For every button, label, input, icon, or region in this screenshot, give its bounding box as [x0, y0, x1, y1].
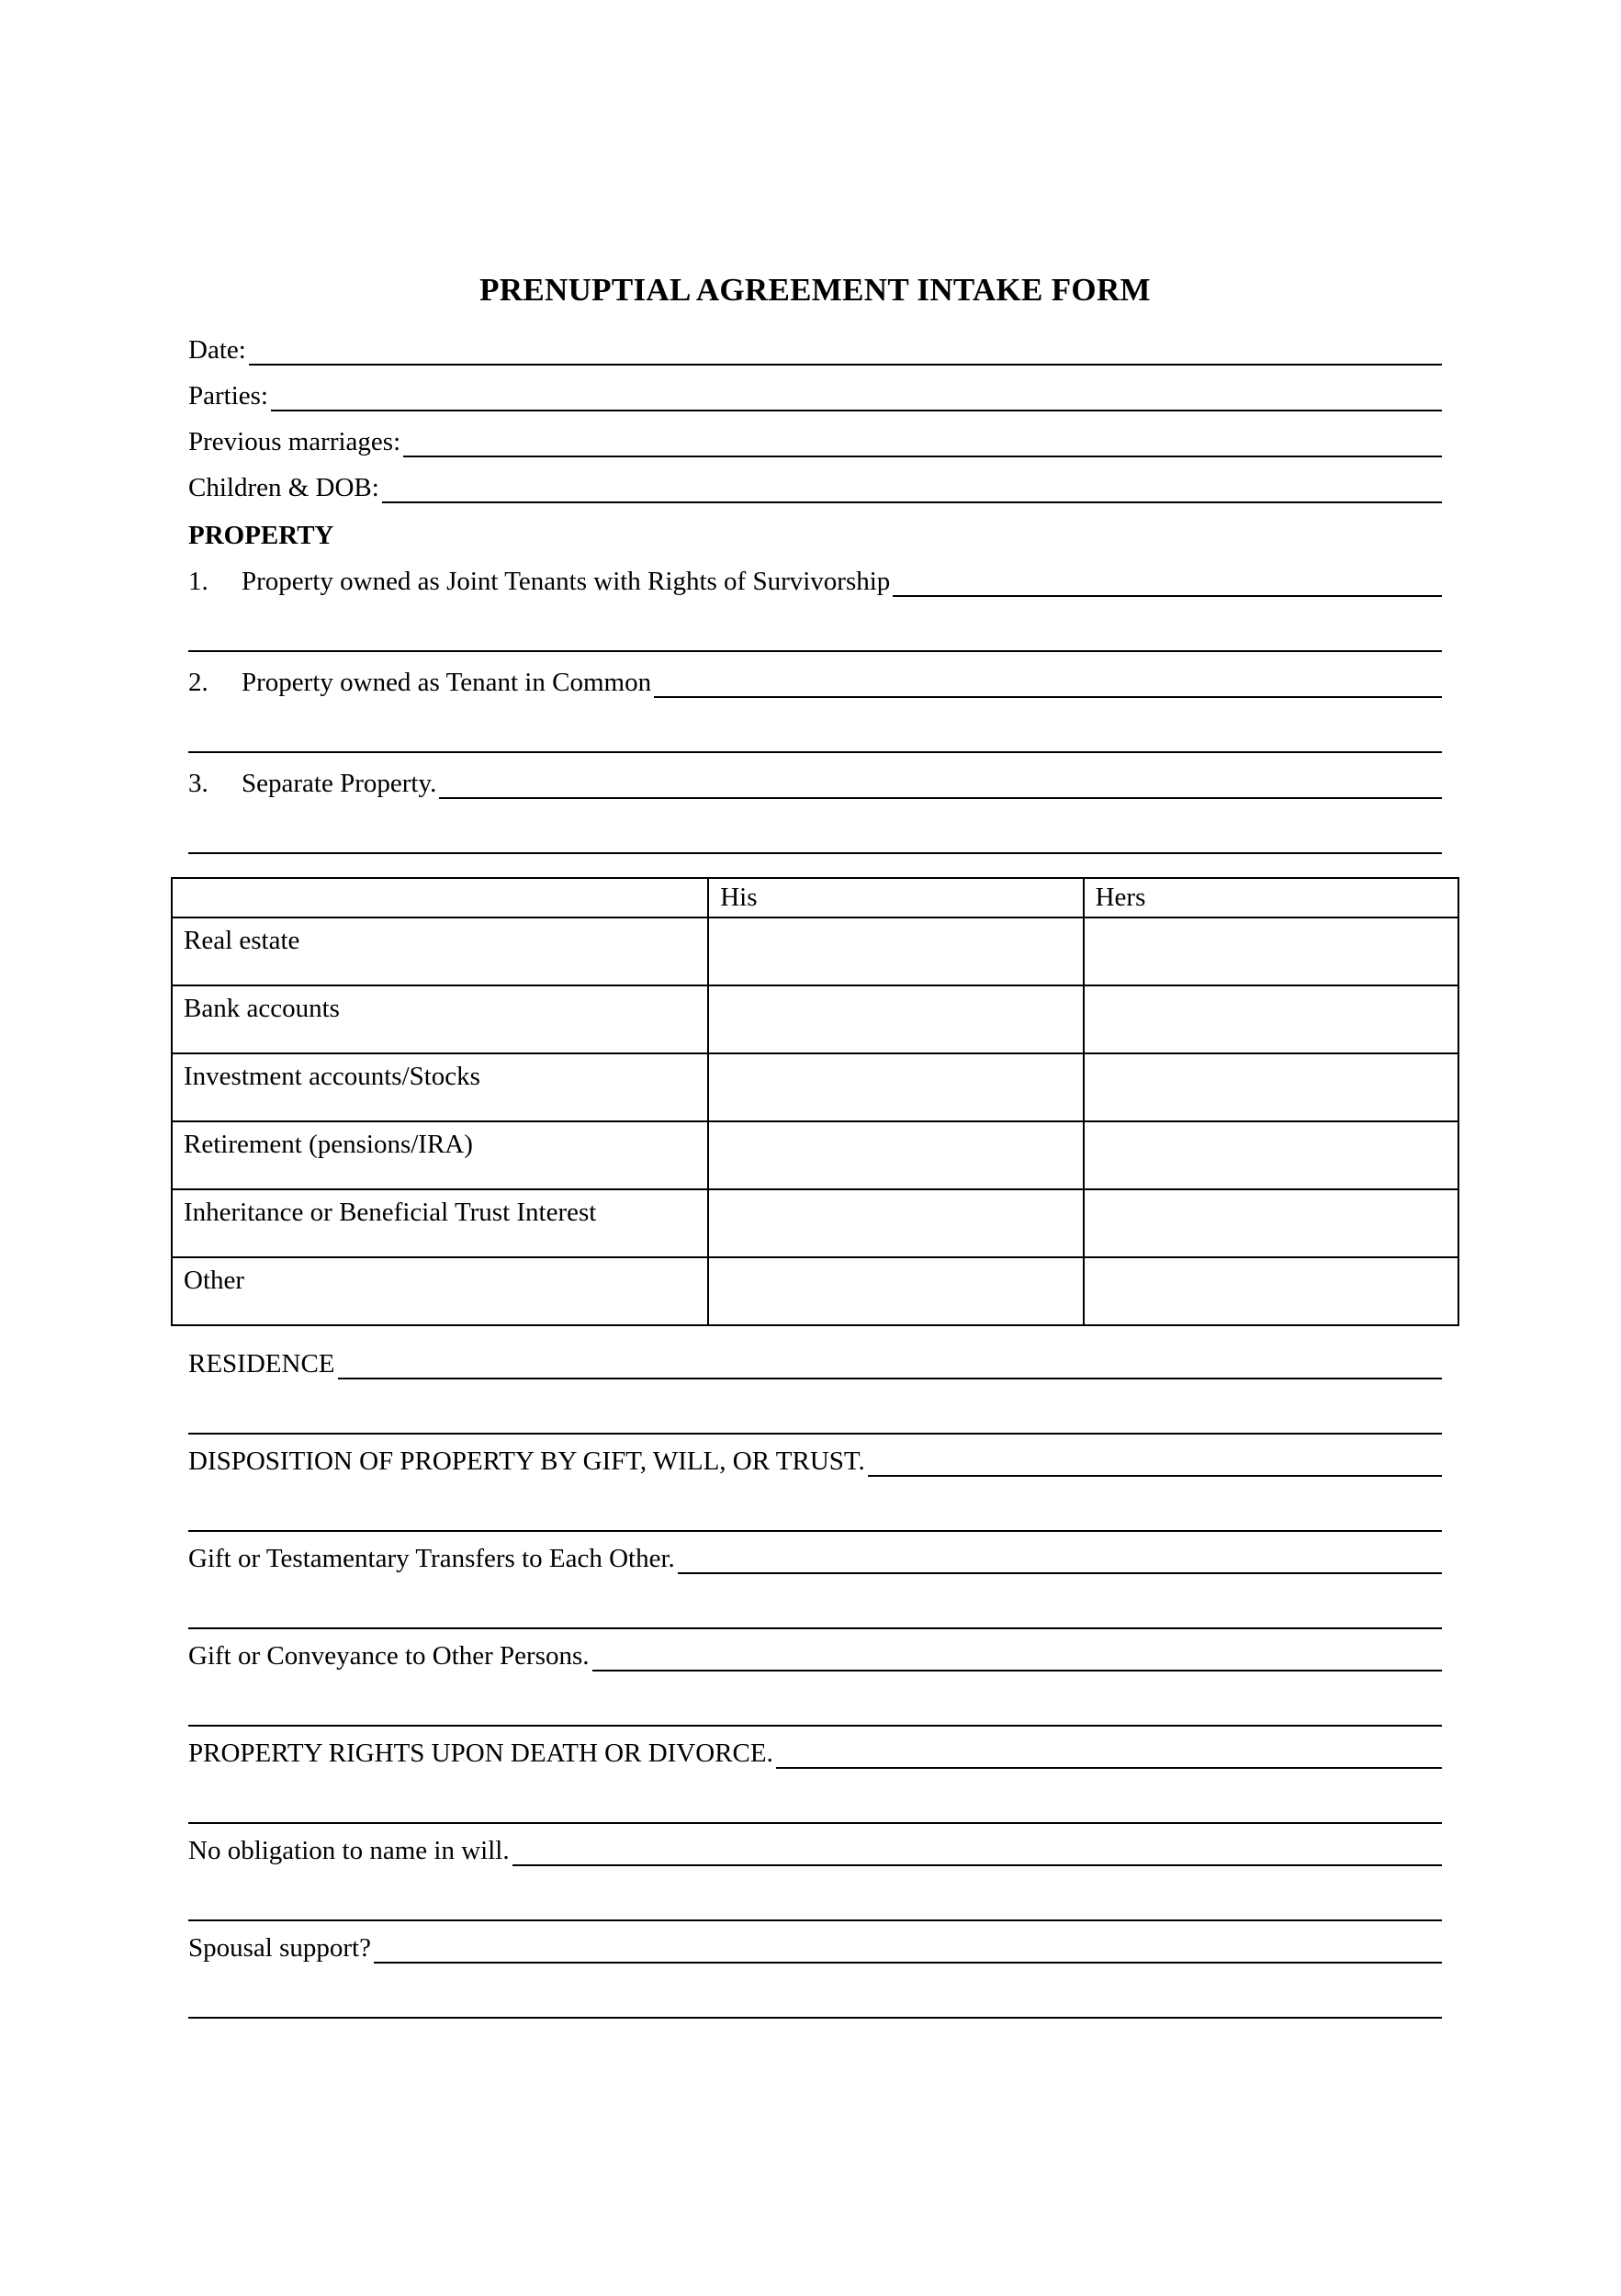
his-value-cell[interactable] [708, 985, 1083, 1053]
disposition-continuation-line[interactable] [188, 1477, 1442, 1532]
property-rights-section [188, 1727, 1442, 1824]
hers-value-cell[interactable] [1084, 1189, 1458, 1257]
page-title: PRENUPTIAL AGREEMENT INTAKE FORM [479, 272, 1151, 308]
property-section-heading: PROPERTY [188, 521, 334, 550]
his-value-cell[interactable] [708, 1121, 1083, 1189]
children-dob-label: Children & DOB: [188, 473, 379, 502]
disposition-row [188, 1435, 1442, 1477]
gift-conveyance-label: Gift or Conveyance to Other Persons. [188, 1641, 590, 1671]
gift-testamentary-continuation-line[interactable] [188, 1574, 1442, 1629]
property-item-3-number: 3. [188, 769, 208, 798]
table-row-bank-accounts [172, 985, 1458, 1053]
table-row-other [172, 1257, 1458, 1325]
lower-sections [188, 1337, 1442, 2019]
property-rights-continuation-line[interactable] [188, 1769, 1442, 1824]
property-item-2 [188, 652, 1442, 753]
property-item-3-continuation-line[interactable] [188, 799, 1442, 854]
no-obligation-row [188, 1824, 1442, 1866]
residence-row [188, 1337, 1442, 1379]
parties-fill-line[interactable] [271, 410, 1442, 411]
disposition-fill-line[interactable] [868, 1475, 1442, 1477]
property-item-1-continuation-line[interactable] [188, 597, 1442, 652]
hers-value-cell[interactable] [1084, 917, 1458, 985]
gift-conveyance-continuation-line[interactable] [188, 1671, 1442, 1727]
row-label: Inheritance or Beneficial Trust Interest [172, 1189, 708, 1257]
his-value-cell[interactable] [708, 1257, 1083, 1325]
his-hers-asset-table [171, 877, 1459, 1326]
table-row-inheritance-trust [172, 1189, 1458, 1257]
property-item-3-row [188, 753, 1442, 799]
disposition-section [188, 1435, 1442, 1532]
gift-testamentary-fill-line[interactable] [678, 1572, 1442, 1574]
property-item-3-label: Separate Property. [242, 769, 437, 798]
gift-testamentary-row [188, 1532, 1442, 1574]
date-label: Date: [188, 335, 246, 365]
property-item-2-fill-line[interactable] [654, 696, 1442, 698]
spousal-support-label: Spousal support? [188, 1933, 371, 1963]
property-item-2-continuation-line[interactable] [188, 698, 1442, 753]
hers-value-cell[interactable] [1084, 1257, 1458, 1325]
gift-testamentary-section [188, 1532, 1442, 1629]
parties-field-row [188, 366, 1442, 411]
row-label: Investment accounts/Stocks [172, 1053, 708, 1121]
his-value-cell[interactable] [708, 917, 1083, 985]
table-row-retirement [172, 1121, 1458, 1189]
property-item-1-label: Property owned as Joint Tenants with Rights of Survivorship [242, 567, 891, 596]
property-item-1-number: 1. [188, 567, 208, 596]
row-label: Other [172, 1257, 708, 1325]
parties-label: Parties: [188, 381, 268, 411]
property-rights-fill-line[interactable] [776, 1767, 1442, 1769]
hers-value-cell[interactable] [1084, 985, 1458, 1053]
no-obligation-continuation-line[interactable] [188, 1866, 1442, 1921]
property-item-3 [188, 753, 1442, 854]
asset-table-hers-header: Hers [1084, 878, 1458, 917]
no-obligation-section [188, 1824, 1442, 1921]
gift-testamentary-label: Gift or Testamentary Transfers to Each Other. [188, 1544, 675, 1573]
his-value-cell[interactable] [708, 1053, 1083, 1121]
property-item-1 [188, 551, 1442, 652]
spousal-support-section [188, 1921, 1442, 2019]
table-row-real-estate [172, 917, 1458, 985]
previous-marriages-label: Previous marriages: [188, 427, 401, 456]
row-label: Real estate [172, 917, 708, 985]
asset-table-his-header: His [708, 878, 1083, 917]
hers-value-cell[interactable] [1084, 1121, 1458, 1189]
gift-conveyance-row [188, 1629, 1442, 1671]
residence-continuation-line[interactable] [188, 1379, 1442, 1435]
no-obligation-label: No obligation to name in will. [188, 1836, 510, 1865]
date-field-row [188, 320, 1442, 366]
property-item-3-fill-line[interactable] [439, 797, 1442, 799]
asset-table-header-row [172, 878, 1458, 917]
children-dob-field-row [188, 457, 1442, 503]
asset-table-corner-cell [172, 878, 708, 917]
property-rights-label: PROPERTY RIGHTS UPON DEATH OR DIVORCE. [188, 1739, 773, 1768]
date-fill-line[interactable] [249, 364, 1442, 366]
spousal-support-continuation-line[interactable] [188, 1964, 1442, 2019]
previous-marriages-fill-line[interactable] [403, 456, 1442, 457]
disposition-label: DISPOSITION OF PROPERTY BY GIFT, WILL, OR TRUST. [188, 1446, 865, 1476]
spousal-support-fill-line[interactable] [374, 1962, 1442, 1964]
children-dob-fill-line[interactable] [382, 501, 1442, 503]
property-item-2-row [188, 652, 1442, 698]
property-rights-row [188, 1727, 1442, 1769]
property-item-1-fill-line[interactable] [893, 595, 1442, 597]
no-obligation-fill-line[interactable] [512, 1864, 1442, 1866]
previous-marriages-field-row [188, 411, 1442, 457]
property-item-1-row [188, 551, 1442, 597]
row-label: Retirement (pensions/IRA) [172, 1121, 708, 1189]
row-label: Bank accounts [172, 985, 708, 1053]
table-row-investment-accounts [172, 1053, 1458, 1121]
residence-section [188, 1337, 1442, 1435]
spousal-support-row [188, 1921, 1442, 1964]
hers-value-cell[interactable] [1084, 1053, 1458, 1121]
residence-fill-line[interactable] [338, 1378, 1443, 1379]
residence-label: RESIDENCE [188, 1349, 335, 1379]
property-item-2-label: Property owned as Tenant in Common [242, 668, 652, 697]
his-value-cell[interactable] [708, 1189, 1083, 1257]
gift-conveyance-fill-line[interactable] [592, 1670, 1442, 1671]
property-item-2-number: 2. [188, 668, 208, 697]
gift-conveyance-section [188, 1629, 1442, 1727]
